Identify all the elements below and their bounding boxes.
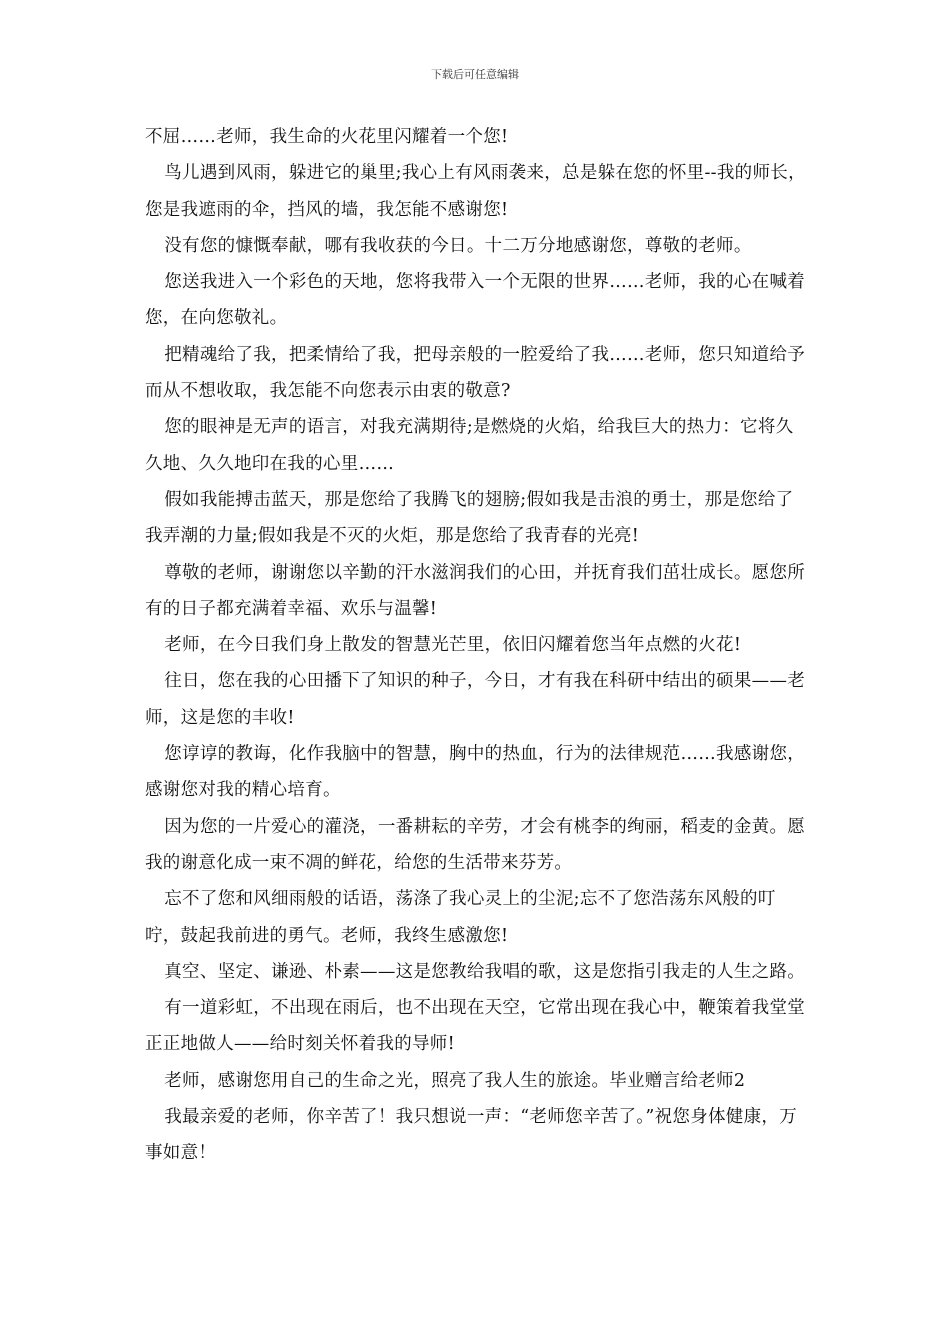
paragraph: 有一道彩虹，不出现在雨后，也不出现在天空，它常出现在我心中，鞭策着我堂堂正正地做人——给时刻关怀着我的导师! <box>145 998 806 1055</box>
paragraph: 不屈……老师，我生命的火花里闪耀着一个您! <box>145 127 509 147</box>
paragraph: 我最亲爱的老师，你辛苦了！我只想说一声：“老师您辛苦了。”祝您身体健康，万事如意！ <box>145 1107 797 1164</box>
paragraph: 您谆谆的教诲，化作我脑中的智慧，胸中的热血，行为的法律规范……我感谢您，感谢您对我的精心培育。 <box>145 744 806 801</box>
paragraph: 鸟儿遇到风雨，躲进它的巢里;我心上有风雨袭来，总是躲在您的怀里--我的师长，您是我遮雨的伞，挡风的墙，我怎能不感谢您! <box>145 163 806 220</box>
paragraph: 忘不了您和风细雨般的话语，荡涤了我心灵上的尘泥;忘不了您浩荡东风般的叮咛，鼓起我前进的勇气。老师，我终生感激您! <box>145 889 776 946</box>
paragraph: 假如我能搏击蓝天，那是您给了我腾飞的翅膀;假如我是击浪的勇士，那是您给了我弄潮的力量;假如我是不灭的火炬，那是您给了我青春的光亮! <box>145 489 794 547</box>
paragraph: 尊敬的老师，谢谢您以辛勤的汗水滋润我们的心田，并抚育我们茁壮成长。愿您所有的日子都充满着幸福、欢乐与温馨! <box>145 562 806 619</box>
document-body <box>145 119 810 1172</box>
paragraph: 您的眼神是无声的语言，对我充满期待;是燃烧的火焰，给我巨大的热力：它将久久地、久久地印在我的心里…… <box>145 417 794 474</box>
paragraph: 往日，您在我的心田播下了知识的种子，今日，才有我在科研中结出的硕果——老师，这是您的丰收! <box>145 671 806 728</box>
paragraph: 您送我进入一个彩色的天地，您将我带入一个无限的世界……老师，我的心在喊着您，在向您敬礼。 <box>145 272 806 329</box>
paragraph: 把精魂给了我，把柔情给了我，把母亲般的一腔爱给了我……老师，您只知道给予而从不想收取，我怎能不向您表示由衷的敬意? <box>145 344 806 402</box>
paragraph: 老师，在今日我们身上散发的智慧光芒里，依旧闪耀着您当年点燃的火花! <box>164 635 742 656</box>
paragraph: 老师，感谢您用自己的生命之光，照亮了我人生的旅途。毕业赠言给老师2 <box>164 1070 746 1091</box>
paragraph: 没有您的慷慨奉献，哪有我收获的今日。十二万分地感谢您，尊敬的老师。 <box>164 235 752 256</box>
paragraph: 真空、坚定、谦逊、朴素——这是您教给我唱的歌，这是您指引我走的人生之路。 <box>164 961 806 982</box>
paragraph: 因为您的一片爱心的灌浇，一番耕耘的辛劳，才会有桃李的绚丽，稻麦的金黄。愿我的谢意化成一束不凋的鲜花，给您的生活带来芬芳。 <box>145 816 806 873</box>
page-header: 下载后可任意编辑 <box>431 68 519 81</box>
